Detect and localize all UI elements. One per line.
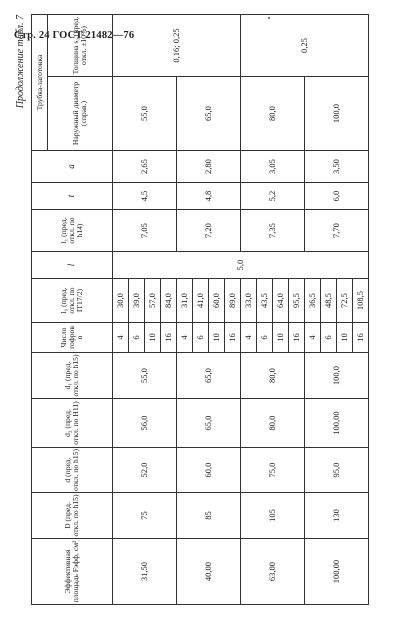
col-header-d1: d₁ (пред. откл. по h15) [32,353,113,399]
col-header-area: Эффективная площадь Fэфф, см² [32,539,113,605]
col-header-D: D (пред. откл. по h15) [32,493,113,539]
table-row [241,15,257,605]
cell-n: 16 [289,323,305,353]
rotated-table-block [15,15,407,605]
cell-n: 16 [161,323,177,353]
cell-t: 5,2 [241,183,305,210]
cell-a: 3,50 [305,151,369,183]
cell-l: 5,0 [113,252,369,279]
cell-d1: 100,0 [305,353,369,399]
cell-l1: 7,70 [305,210,369,252]
table-body [113,15,369,605]
cell-t: 4,8 [177,183,241,210]
cell-t: 6,0 [305,183,369,210]
cell-area: 100,00 [305,539,369,605]
col-header-l: l [32,252,113,279]
cell-d2: 56,0 [113,399,177,448]
cell-l0: 36,5 [305,279,321,323]
cell-d1: 80,0 [241,353,305,399]
cell-d1: 55,0 [113,353,177,399]
table-caption: Продолжение табл. 7 [15,15,26,109]
cell-l0: 43,5 [257,279,273,323]
cell-d2: 80,0 [241,399,305,448]
col-header-l1: l₁ (пред. откл. по h14) [32,210,113,252]
cell-l0: 33,0 [241,279,257,323]
cell-D: 75 [113,493,177,539]
col-header-a: a [32,151,113,183]
cell-l0: 41,0 [193,279,209,323]
col-header-dn: Наружный диаметр (справ.) [48,77,113,151]
col-header-n: Число гофров n [32,323,113,353]
col-header-group: Трубка-заготовка [32,15,48,151]
cell-l0: 108,5 [353,279,369,323]
cell-d2: 100,00 [305,399,369,448]
cell-l1: 7,20 [177,210,241,252]
cell-D: 105 [241,493,305,539]
cell-n: 6 [129,323,145,353]
cell-l0: 57,0 [145,279,161,323]
cell-d: 52,0 [113,448,177,493]
cell-l0: 95,5 [289,279,305,323]
cell-n: 6 [321,323,337,353]
cell-l0: 31,0 [177,279,193,323]
cell-n: 10 [145,323,161,353]
cell-D: 85 [177,493,241,539]
cell-d2: 65,0 [177,399,241,448]
cell-n: 4 [113,323,129,353]
cell-d: 95,0 [305,448,369,493]
col-header-l0: l₀ (пред. откл. по IT17/2) [32,279,113,323]
cell-a: 2,65 [113,151,177,183]
cell-n: 6 [257,323,273,353]
cell-dn: 65,0 [177,77,241,151]
col-header-s: Толщина s₀ (пред. откл. ±10%) [48,15,113,77]
cell-l0: 60,0 [209,279,225,323]
cell-n: 10 [337,323,353,353]
cell-area: 63,00 [241,539,305,605]
table-row [305,15,321,605]
cell-dn: 80,0 [241,77,305,151]
cell-dn: 100,0 [305,77,369,151]
cell-n: 10 [273,323,289,353]
cell-l0: 48,5 [321,279,337,323]
cell-s: 0,16; 0,25 [113,15,241,77]
cell-d: 60,0 [177,448,241,493]
cell-a: 3,05 [241,151,305,183]
cell-l0: 84,0 [161,279,177,323]
cell-l0: 89,0 [225,279,241,323]
cell-l1: 7,35 [241,210,305,252]
cell-l0: 39,0 [129,279,145,323]
cell-d1: 65,0 [177,353,241,399]
cell-area: 31,50 [113,539,177,605]
cell-l0: 30,0 [113,279,129,323]
cell-a: 2,80 [177,151,241,183]
page-header: Стр. 24 ГОСТ 21482—76 [14,30,135,41]
cell-t: 4,5 [113,183,177,210]
table-row [113,15,129,605]
cell-n: 6 [193,323,209,353]
cell-l0: 72,5 [337,279,353,323]
cell-n: 4 [305,323,321,353]
table-row [177,15,193,605]
cell-D: 130 [305,493,369,539]
cell-n: 16 [353,323,369,353]
cell-n: 4 [177,323,193,353]
cell-l1: 7,05 [113,210,177,252]
col-header-t: t [32,183,113,210]
col-header-d2: d₂ (пред. откл. по H11) [32,399,113,448]
cell-s: 0,25 [241,15,369,77]
cell-n: 10 [209,323,225,353]
col-header-d: d (пред. откл. по h15) [32,448,113,493]
cell-n: 16 [225,323,241,353]
cell-l0: 64,0 [273,279,289,323]
specification-table [31,14,369,605]
cell-n: 4 [241,323,257,353]
cell-d: 75,0 [241,448,305,493]
cell-area: 40,00 [177,539,241,605]
cell-dn: 55,0 [113,77,177,151]
